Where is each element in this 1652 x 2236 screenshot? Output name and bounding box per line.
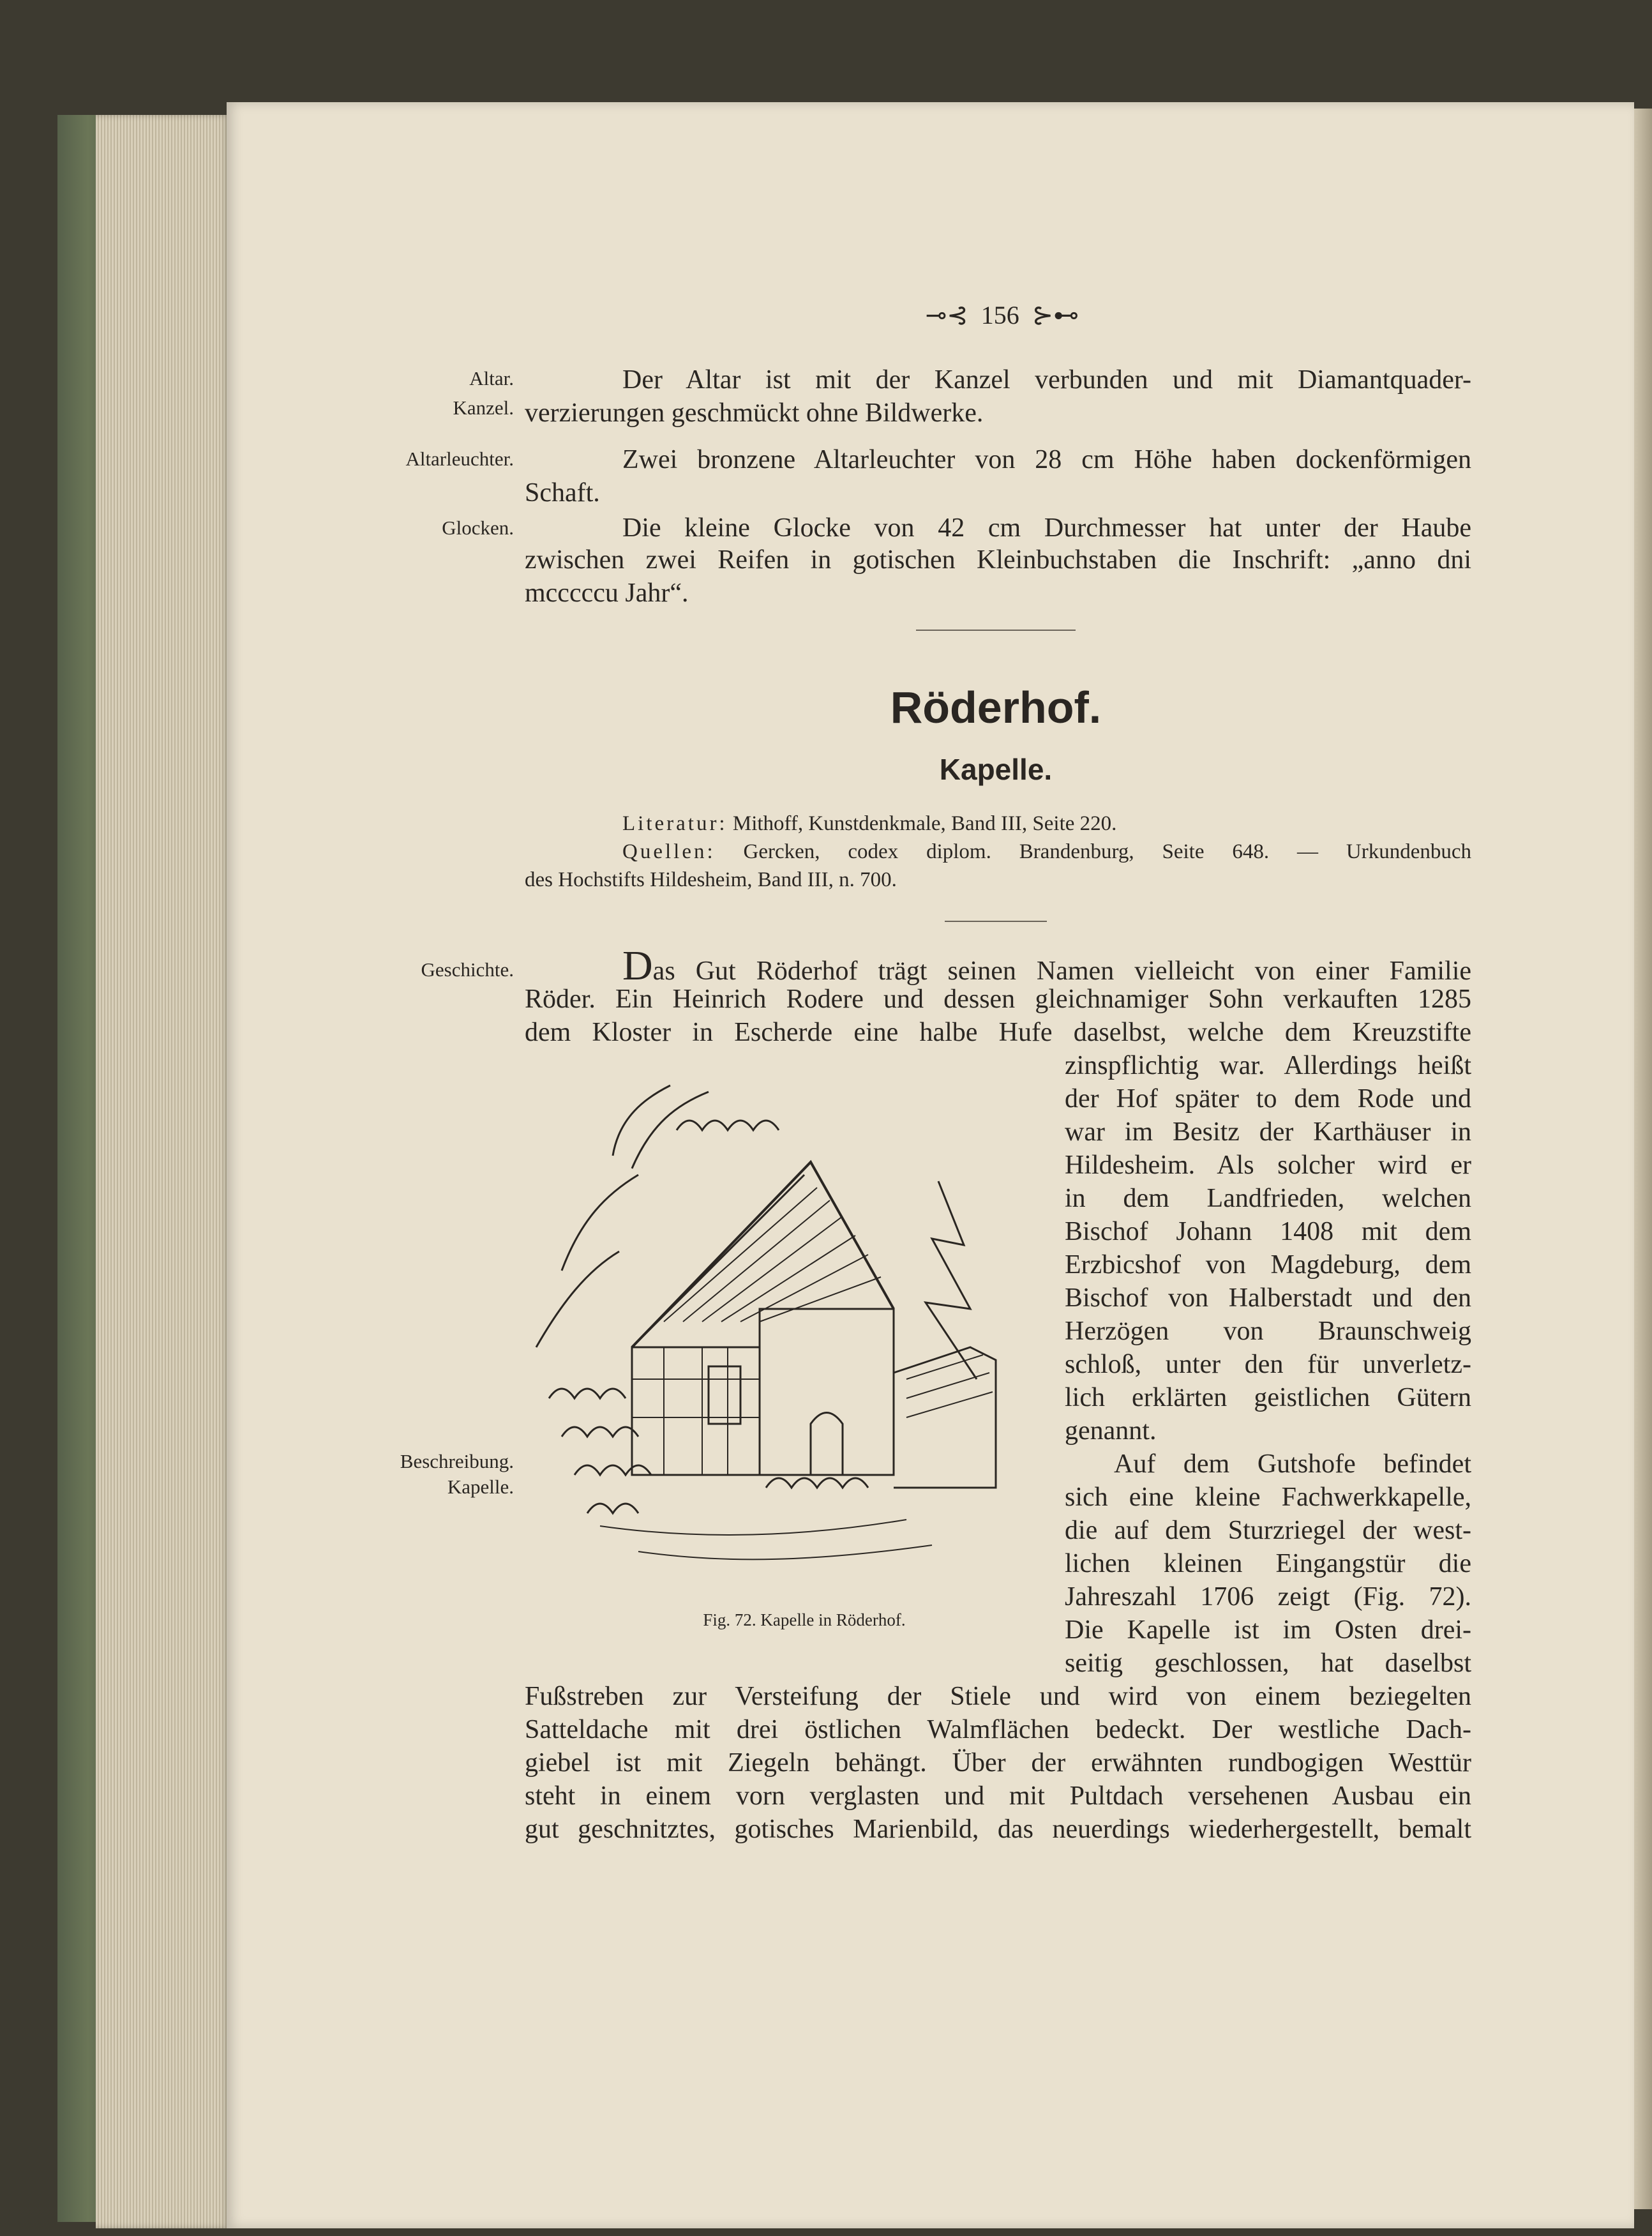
literature-line bbox=[622, 810, 1116, 838]
body-line: giebel ist mit Ziegeln behängt. Über der erwähnten rundbogigen Westtür bbox=[525, 1748, 1471, 1778]
body-line: die auf dem Sturzriegel der west- bbox=[1065, 1516, 1471, 1545]
body-line: lichen kleinen Eingangstür die bbox=[1065, 1549, 1471, 1578]
literature-divider bbox=[945, 921, 1047, 922]
literature-text: Mithoff, Kunstdenkmale, Band III, Seite 220. bbox=[732, 812, 1117, 835]
paragraph-altar-line: Der Altar ist mit der Kanzel verbunden und mit Diamantquader- bbox=[622, 365, 1471, 395]
page-number-ornament-right: ⊱⊷ bbox=[1032, 301, 1079, 329]
page-number bbox=[875, 300, 1130, 330]
margin-note-altar: Altar. bbox=[469, 367, 514, 389]
body-line: steht in einem vorn verglasten und mit Pultdach versehenen Ausbau ein bbox=[525, 1781, 1471, 1811]
paragraph-leuchter-line: Schaft. bbox=[525, 478, 600, 508]
body-line-text: as Gut Röderhof trägt seinen Namen vielleicht von einer Familie bbox=[652, 956, 1471, 986]
body-line: Röder. Ein Heinrich Rodere und dessen gleichnamiger Sohn verkauften 1285 bbox=[525, 985, 1471, 1014]
page-number-value: 156 bbox=[980, 301, 1019, 329]
sources-label: Quellen: bbox=[622, 840, 716, 863]
sources-text: Gercken, codex diplom. Brandenburg, Seite 648. — Urkundenbuch bbox=[743, 840, 1471, 863]
margin-note-geschichte: Geschichte. bbox=[421, 958, 514, 981]
literature-label: Literatur: bbox=[622, 812, 728, 835]
body-line: Bischof von Halberstadt und den bbox=[1065, 1283, 1471, 1313]
body-line: schloß, unter den für unverletz- bbox=[1065, 1350, 1471, 1379]
margin-note-beschreibung: Beschreibung. bbox=[400, 1450, 514, 1472]
body-line: Bischof Johann 1408 mit dem bbox=[1065, 1217, 1471, 1246]
section-subtitle: Kapelle. bbox=[939, 753, 1053, 786]
sources-line bbox=[622, 838, 1471, 866]
body-line: Herzögen von Braunschweig bbox=[1065, 1317, 1471, 1346]
body-line: lich erklärten geistlichen Gütern bbox=[1065, 1383, 1471, 1412]
body-line: der Hof später to dem Rode und bbox=[1065, 1084, 1471, 1114]
body-line: Fußstreben zur Versteifung der Stiele und wird von einem beziegelten bbox=[525, 1682, 1471, 1711]
margin-note-kanzel: Kanzel. bbox=[453, 397, 514, 419]
paragraph-glocke-line: mcccccu Jahr“. bbox=[525, 578, 689, 608]
margin-note-glocken: Glocken. bbox=[442, 517, 514, 539]
margin-note-altarleuchter: Altarleuchter. bbox=[405, 448, 514, 470]
body-line: genannt. bbox=[1065, 1416, 1157, 1446]
body-line: Erzbicshof von Magdeburg, dem bbox=[1065, 1250, 1471, 1280]
margin-note-kapelle: Kapelle. bbox=[447, 1476, 514, 1498]
page-stack-edge bbox=[96, 115, 230, 2228]
paragraph-glocke-line: zwischen zwei Reifen in gotischen Kleinbuchstaben die Inschrift: „anno dni bbox=[525, 545, 1471, 575]
body-line: Die Kapelle ist im Osten drei- bbox=[1065, 1615, 1471, 1645]
section-title: Röderhof. bbox=[890, 683, 1102, 732]
body-line: Auf dem Gutshofe befindet bbox=[1114, 1449, 1471, 1479]
body-line: seitig geschlossen, hat daselbst bbox=[1065, 1649, 1471, 1678]
body-line: war im Besitz der Karthäuser in bbox=[1065, 1117, 1471, 1147]
section-divider bbox=[916, 630, 1076, 631]
body-line: Satteldache mit drei östlichen Walmflächen bedeckt. Der westliche Dach- bbox=[525, 1715, 1471, 1744]
sources-line-continued: des Hochstifts Hildesheim, Band III, n. 700. bbox=[525, 868, 897, 891]
body-line: zinspflichtig war. Allerdings heißt bbox=[1065, 1051, 1471, 1080]
body-line: Jahreszahl 1706 zeigt (Fig. 72). bbox=[1065, 1582, 1471, 1612]
body-line: Hildesheim. Als solcher wird er bbox=[1065, 1151, 1471, 1180]
paragraph-altar-line: verzierungen geschmückt ohne Bildwerke. bbox=[525, 398, 984, 428]
facing-page-edge bbox=[1634, 109, 1652, 2209]
body-line: dem Kloster in Escherde eine halbe Hufe daselbst, welche dem Kreuzstifte bbox=[525, 1018, 1471, 1047]
page-number-ornament-left: ⊸⊰ bbox=[925, 301, 968, 329]
body-line: sich eine kleine Fachwerkkapelle, bbox=[1065, 1483, 1471, 1512]
body-line bbox=[622, 942, 1471, 989]
drop-cap: D bbox=[622, 942, 653, 989]
paragraph-leuchter-line: Zwei bronzene Altarleuchter von 28 cm Höhe haben dockenförmigen bbox=[622, 445, 1471, 474]
body-line: gut geschnitztes, gotisches Marienbild, das neuerdings wiederhergestellt, bemalt bbox=[525, 1815, 1471, 1844]
chapel-illustration bbox=[523, 1079, 1047, 1590]
figure-caption: Fig. 72. Kapelle in Röderhof. bbox=[703, 1610, 906, 1629]
body-line: in dem Landfrieden, welchen bbox=[1065, 1184, 1471, 1213]
paragraph-glocke-line: Die kleine Glocke von 42 cm Durchmesser hat unter der Haube bbox=[622, 513, 1471, 543]
